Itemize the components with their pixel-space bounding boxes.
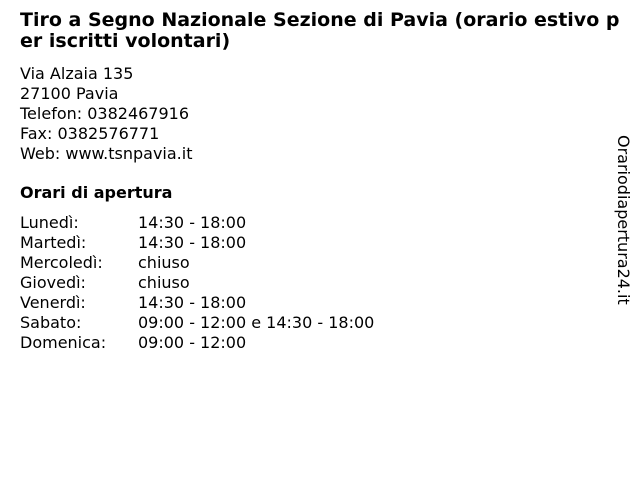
opening-hours-table (20, 213, 374, 353)
page-title: Tiro a Segno Nazionale Sezione di Pavia (orario estivo per iscritti volontari) (20, 9, 620, 52)
phone-number: Telefon: 0382467916 (20, 104, 190, 123)
day-label: Giovedì: (20, 273, 86, 292)
time-value: 09:00 - 12:00 (138, 333, 247, 352)
time-value: chiuso (138, 253, 190, 272)
time-value: 14:30 - 18:00 (138, 293, 247, 312)
hours-row-thursday (20, 273, 374, 293)
time-value: 14:30 - 18:00 (138, 213, 247, 232)
day-label: Domenica: (20, 333, 107, 352)
hours-row-tuesday (20, 233, 374, 253)
hours-row-saturday (20, 313, 374, 333)
city-postal: 27100 Pavia (20, 84, 119, 103)
brand-watermark: Orariodiapertura24.it (614, 135, 633, 305)
hours-row-friday (20, 293, 374, 313)
hours-row-sunday (20, 333, 374, 353)
street-address: Via Alzaia 135 (20, 64, 134, 83)
day-label: Martedì: (20, 233, 87, 252)
hours-row-monday (20, 213, 374, 233)
address-block (20, 64, 192, 164)
website: Web: www.tsnpavia.it (20, 144, 193, 163)
day-label: Mercoledì: (20, 253, 103, 272)
time-value: 09:00 - 12:00 e 14:30 - 18:00 (138, 313, 375, 332)
day-label: Sabato: (20, 313, 82, 332)
opening-hours-heading: Orari di apertura (20, 183, 173, 202)
time-value: chiuso (138, 273, 190, 292)
day-label: Lunedì: (20, 213, 79, 232)
hours-row-wednesday (20, 253, 374, 273)
fax-number: Fax: 0382576771 (20, 124, 160, 143)
time-value: 14:30 - 18:00 (138, 233, 247, 252)
day-label: Venerdì: (20, 293, 86, 312)
